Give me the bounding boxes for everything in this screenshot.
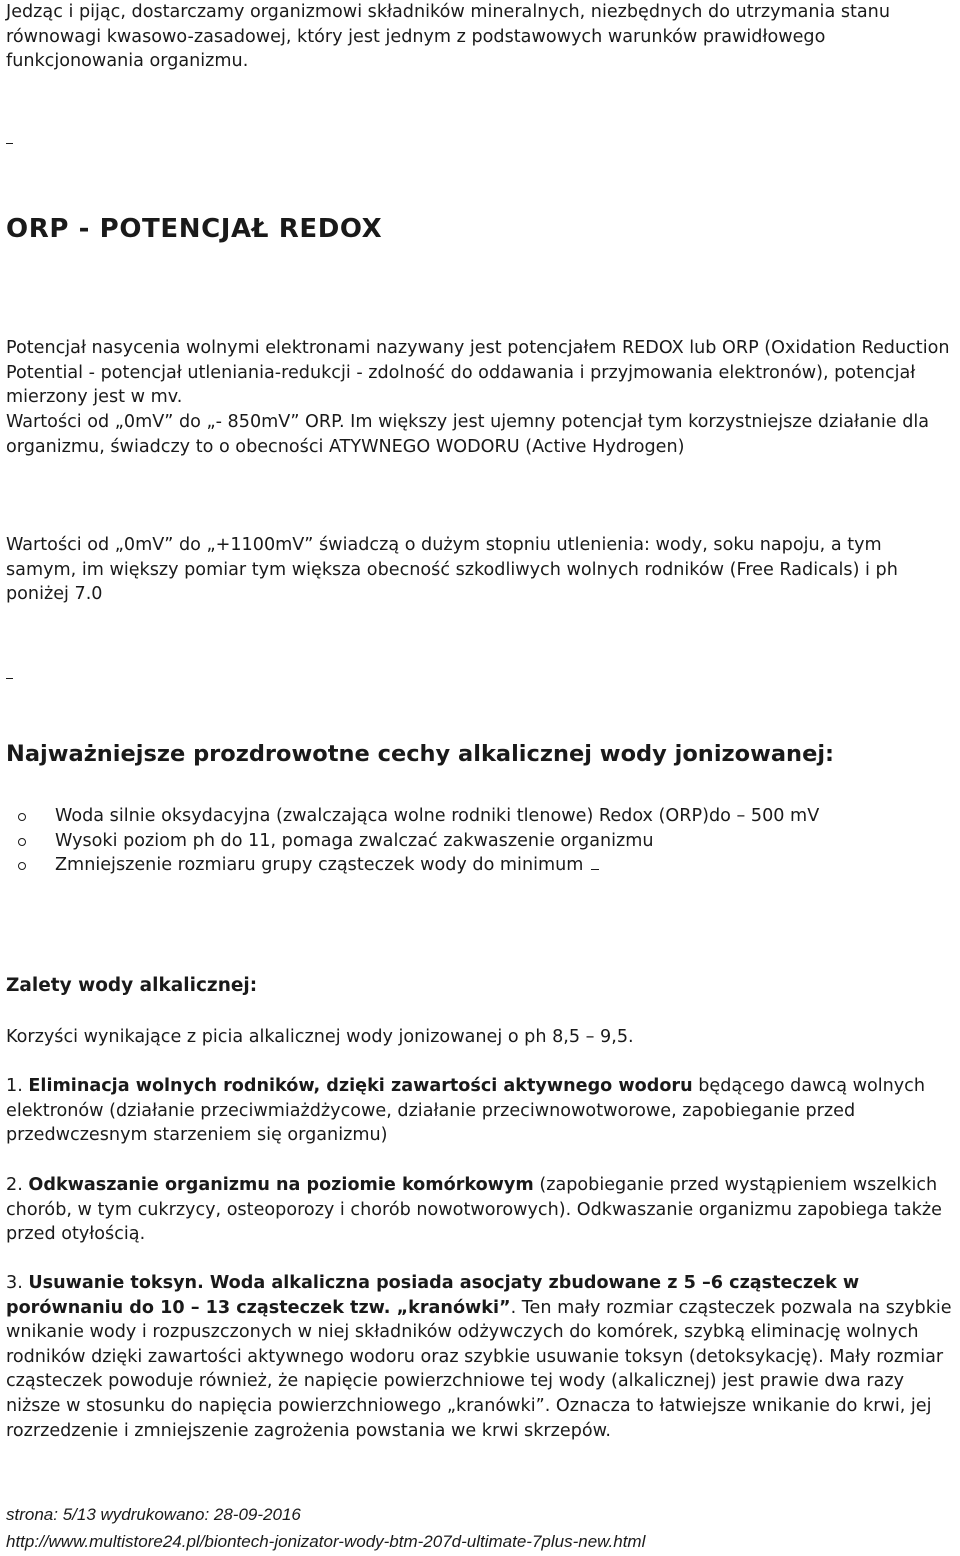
benefit-number: 1. bbox=[6, 1076, 23, 1096]
features-list bbox=[6, 804, 954, 878]
separator-mark bbox=[6, 678, 13, 679]
list-item bbox=[6, 829, 954, 854]
benefit-bold-text: Odkwaszanie organizmu na poziomie komórkowym bbox=[28, 1175, 534, 1195]
footer-page-info: strona: 5/13 wydrukowano: 28-09-2016 bbox=[6, 1505, 301, 1524]
features-section-title bbox=[6, 741, 954, 767]
benefits-intro bbox=[6, 1025, 954, 1050]
orp-paragraph-1 bbox=[6, 336, 954, 410]
benefit-text: . Ten mały rozmiar cząsteczek pozwala na szybkie wnikanie wody i rozpuszczonych w niej składników odżywczych do komórek, szybką eliminację wolnych rodników dzięki zawartości aktywnego wodoru oraz szybkie usuwanie toksyn (detoksykację). Mały rozmiar cząsteczek powoduje również, że napięcie powierzchniowe tej wody (alkalicznej) jest prawie dwa razy niższe w stosunku do napięcia powierzchniowego „kranówki”. Oznacza to łatwiejsze wnikanie do krwi, jej rozrzedzenie i zmniejszenie zagrożenia powstania we krwi skrzepów. bbox=[6, 1297, 952, 1441]
benefit-bold-text: Eliminacja wolnych rodników, dzięki zawartości aktywnego wodoru bbox=[28, 1076, 693, 1096]
footer-url[interactable]: http://www.multistore24.pl/biontech-jonizator-wody-btm-207d-ultimate-7plus-new.html bbox=[6, 1532, 646, 1551]
benefit-text: (zapobieganie przed wystąpieniem wszelkich chorób, w tym cukrzycy, osteoporozy i chorób nowotworowych). Odkwaszanie organizmu zapobiega także przed otyłością. bbox=[6, 1175, 942, 1245]
benefit-item-3 bbox=[6, 1271, 954, 1443]
bullet-icon bbox=[18, 838, 26, 846]
separator-mark bbox=[6, 143, 13, 144]
benefit-item-1 bbox=[6, 1074, 954, 1148]
benefits-intro-text: Korzyści wynikające z picia alkalicznej wody jonizowanej o ph 8,5 – 9,5. bbox=[6, 1027, 634, 1047]
orp-positive-values-text: Wartości od „0mV” do „+1100mV” świadczą o dużym stopniu utlenienia: wody, soku napoju, a tym samym, im większy pomiar tym większa obecność szkodliwych wolnych rodników (Free Radicals) i ph poniżej 7.0 bbox=[6, 535, 898, 605]
list-item-text: Zmniejszenie rozmiaru grupy cząsteczek wody do minimum bbox=[55, 855, 584, 876]
features-heading: Najważniejsze prozdrowotne cechy alkalicznej wody jonizowanej: bbox=[6, 741, 835, 767]
intro-paragraph bbox=[6, 0, 954, 74]
orp-heading: ORP - POTENCJAŁ REDOX bbox=[6, 214, 383, 244]
orp-negative-values-text: Wartości od „0mV” do „- 850mV” ORP. Im większy jest ujemny potencjał tym korzystniejsze działanie dla organizmu, świadczy to o obecności ATYWNEGO WODORU (Active Hydrogen) bbox=[6, 412, 930, 457]
benefit-number: 3. bbox=[6, 1273, 23, 1293]
orp-paragraph-3 bbox=[6, 533, 954, 607]
orp-definition-text: Potencjał nasycenia wolnymi elektronami nazywany jest potencjałem REDOX lub ORP (Oxidation Reduction Potential - potencjał utleniania-redukcji - zdolność do oddawania i przyjmowania elektronów), potencjał mierzony jest w mv. bbox=[6, 338, 950, 408]
orp-section-title bbox=[6, 214, 954, 244]
bullet-icon bbox=[18, 813, 26, 821]
trailing-mark bbox=[591, 869, 599, 870]
intro-text: Jedząc i pijąc, dostarczamy organizmowi składników mineralnych, niezbędnych do utrzymania stanu równowagi kwasowo-zasadowej, który jest jednym z podstawowych warunków prawidłowego funkcjonowania organizmu. bbox=[6, 2, 890, 72]
bullet-icon bbox=[18, 862, 26, 870]
benefits-section-title bbox=[6, 975, 954, 996]
benefits-heading: Zalety wody alkalicznej: bbox=[6, 975, 258, 996]
orp-paragraph-2 bbox=[6, 410, 954, 459]
list-item bbox=[6, 804, 954, 829]
benefit-text: będącego dawcą wolnych elektronów (działanie przeciwmiażdżycowe, działanie przeciwnowotworowe, zapobieganie przed przedwczesnym starzeniem się organizmu) bbox=[6, 1076, 925, 1146]
list-item-text: Wysoki poziom ph do 11, pomaga zwalczać zakwaszenie organizmu bbox=[55, 830, 654, 851]
benefit-item-2 bbox=[6, 1173, 954, 1247]
list-item bbox=[6, 853, 954, 878]
list-item-text: Woda silnie oksydacyjna (zwalczająca wolne rodniki tlenowe) Redox (ORP)do – 500 mV bbox=[55, 806, 820, 826]
benefit-number: 2. bbox=[6, 1175, 23, 1195]
benefit-bold-text: Usuwanie toksyn. Woda alkaliczna posiada asocjaty zbudowane z 5 –6 cząsteczek w porównaniu do 10 – 13 cząsteczek tzw. „kranówki” bbox=[6, 1273, 860, 1318]
